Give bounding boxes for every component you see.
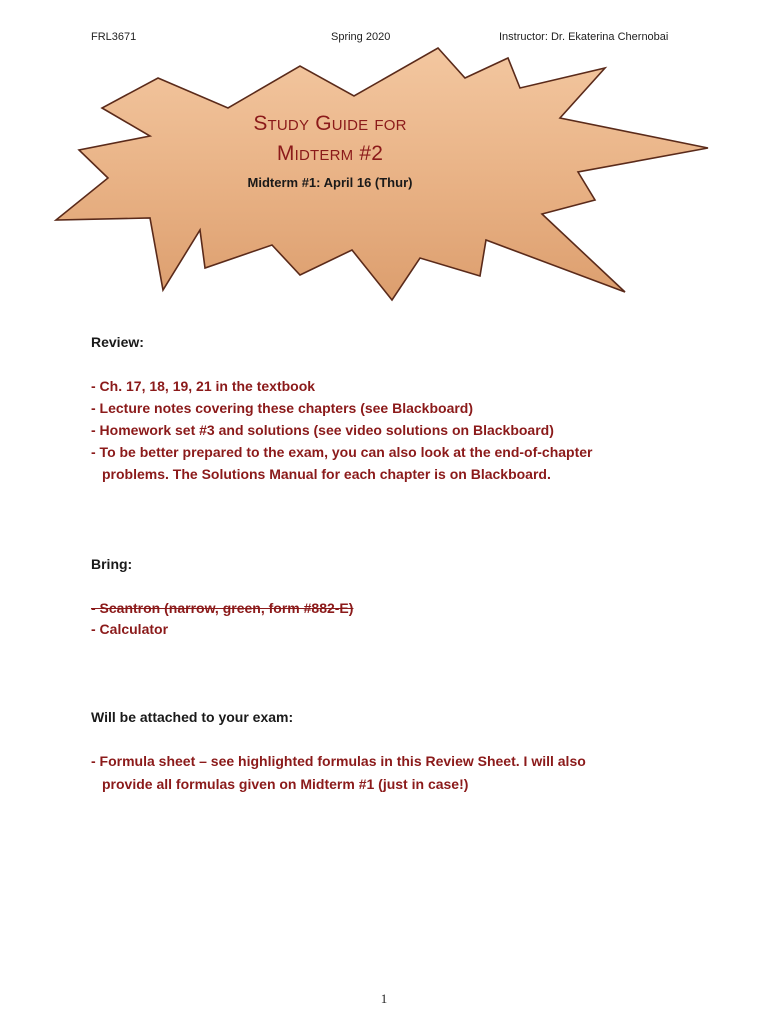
attached-item-continuation: provide all formulas given on Midterm #1 (just in case!): [102, 776, 469, 792]
course-code: FRL3671: [91, 31, 137, 43]
term-label: Spring 2020: [331, 31, 391, 43]
review-item-continuation: problems. The Solutions Manual for each chapter is on Blackboard.: [102, 466, 551, 482]
bring-item-scantron: - Scantron (narrow, green, form #882-E): [91, 600, 354, 616]
review-item: - Homework set #3 and solutions (see video solutions on Blackboard): [91, 422, 554, 438]
review-heading: Review:: [91, 334, 144, 350]
midterm-date: Midterm #1: April 16 (Thur): [247, 175, 413, 190]
page-number: 1: [380, 991, 388, 1006]
attached-item: - Formula sheet – see highlighted formulas in this Review Sheet. I will also: [91, 753, 586, 769]
bring-heading: Bring:: [91, 556, 133, 572]
review-item: - Lecture notes covering these chapters (see Blackboard): [91, 400, 474, 416]
instructor-label: Instructor: Dr. Ekaterina Chernobai: [499, 31, 669, 43]
title-line-1: Study Guide for: [253, 112, 407, 135]
title-line-2: Midterm #2: [276, 142, 384, 165]
attached-heading: Will be attached to your exam:: [91, 709, 294, 725]
review-item: - To be better prepared to the exam, you can also look at the end-of-chapter: [91, 444, 593, 460]
bring-item-calculator: - Calculator: [91, 621, 169, 637]
review-item: - Ch. 17, 18, 19, 21 in the textbook: [91, 378, 316, 394]
